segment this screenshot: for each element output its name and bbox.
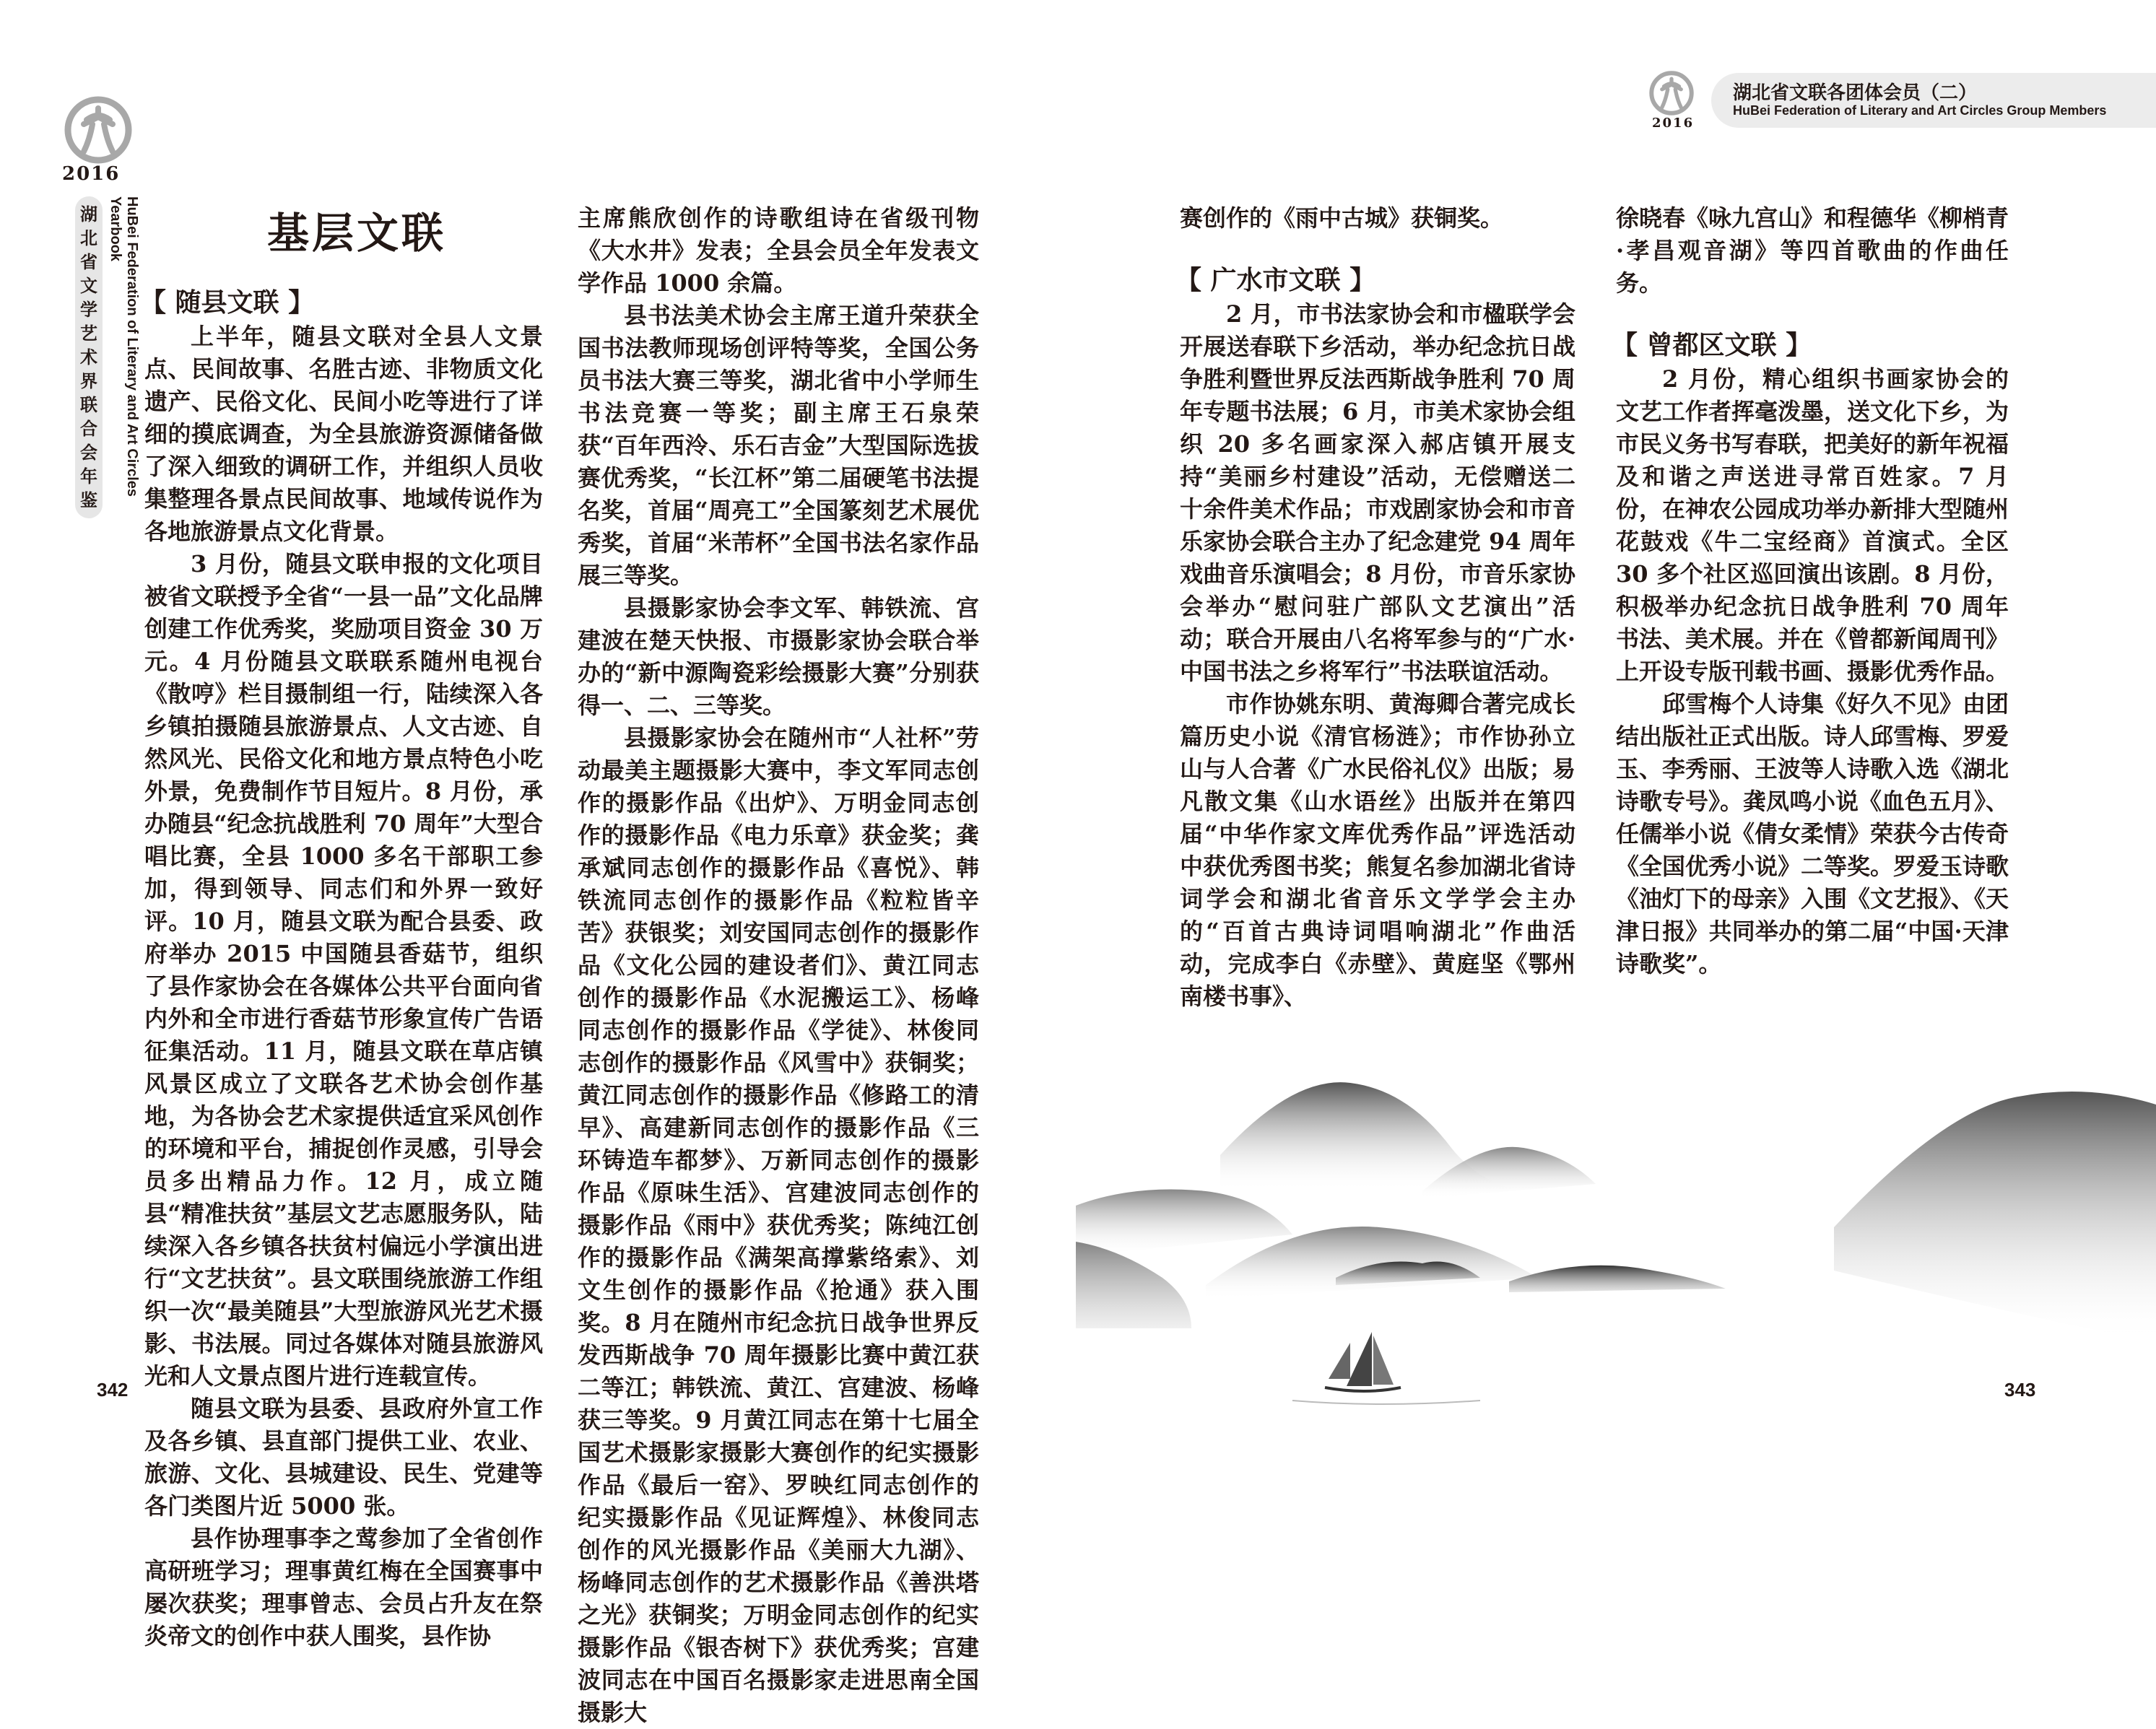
paragraph: 2 月份，精心组织书画家协会的文艺工作者挥毫泼墨，送文化下乡，为市民义务书写春联，把美好的新年祝福及和谐之声送进寻常百姓家。7 月份，在神农公园成功举办新排大型随州花鼓戏《牛二宝经商》首演式。全区 30 多个社区巡回演出该剧。8 月份，积极举办纪念抗日战争胜利 70 周年书法、美术展。并在《曾都新闻周刊》上开设专版刊载书画、摄影优秀作品。	[1616, 365, 2009, 685]
column-3	[1175, 202, 1575, 1013]
side-title-english: HuBei Federation of Literary and Art Circles Yearbook	[108, 196, 140, 497]
header-year: 2016	[1652, 116, 1695, 131]
side-title-char: 术	[80, 347, 97, 367]
paragraph: 2 月，市书法家协会和市楹联学会开展送春联下乡活动，举办纪念抗日战争胜利暨世界反法西斯战争胜利 70 周年专题书法展；6 月，市美术家协会组织 20 多名画家深入郝店镇开展支持“美丽乡村建设”活动，无偿赠送二十余件美术作品；市戏剧家协会和市音乐家协会联合主办了纪念建党 94 周年戏曲音乐演唱会；8 月份，市音乐家协会举办“慰问驻广部队文艺演出”活动；联合开展由八名将军参与的“广水·中国书法之乡将军行”书法联谊活动。	[1180, 300, 1575, 685]
logo-icon	[62, 95, 134, 165]
paragraph: 县作协理事李之莺参加了全省创作高研班学习；理事黄红梅在全国赛事中屡次获奖；理事曾志、会员占升友在祭炎帝文的创作中获人围奖，县作协	[144, 1525, 543, 1650]
paragraph: 县摄影家协会在随州市“人社杯”劳动最美主题摄影大赛中，李文军同志创作的摄影作品《出炉》、万明金同志创作的摄影作品《电力乐章》获金奖；龚承斌同志创作的摄影作品《喜悦》、韩铁流同志创作的摄影作品《粒粒皆辛苦》获银奖；刘安国同志创作的摄影作品《文化公园的建设者们》、黄江同志创作的摄影作品《水泥搬运工》、杨峰同志创作的摄影作品《学徒》、林俊同志创作的摄影作品《风雪中》获铜奖；黄江同志创作的摄影作品《修路工的清早》、高建新同志创作的摄影作品《三环铸造车都梦》、万新同志创作的摄影作品《原味生活》、宫建波同志创作的摄影作品《雨中》获优秀奖；陈纯江创作的摄影作品《满架高撑紫络索》、刘文生创作的摄影作品《抢通》获入围奖。8 月在随州市纪念抗日战争世界反发西斯战争 70 周年摄影比赛中黄江获二等江；韩铁流、黄江、宫建波、杨峰获三等奖。9 月黄江同志在第十七届全国艺术摄影家摄影大赛创作的纪实摄影作品《最后一窑》、罗映红同志创作的纪实摄影作品《见证辉煌》、林俊同志创作的风光摄影作品《美丽大九湖》、杨峰同志创作的艺术摄影作品《善洪塔之光》获铜奖；万明金同志创作的纪实摄影作品《银杏树下》获优秀奖；宫建波同志在中国百名摄影家走进思南全国摄影大	[578, 724, 979, 1726]
page-number-left: 342	[97, 1379, 129, 1401]
side-title-char: 年	[80, 466, 97, 487]
column-4	[1612, 202, 2009, 980]
logo-icon	[1648, 69, 1695, 117]
paragraph: 县摄影家协会李文军、韩铁流、宫建波在楚天快报、市摄影家协会联合举办的“新中源陶瓷彩绘摄影大赛”分别获得一、二、三等奖。	[578, 594, 979, 719]
paragraph: 县书法美术协会主席王道升荣获全国书法教师现场创评特等奖，全国公务员书法大赛三等奖，湖北省中小学师生书法竞赛一等奖；副主席王石泉荣获“百年西泠、乐石吉金”大型国际选拔赛优秀奖，“长江杯”第二届硬笔书法提名奖，首届“周亮工”全国篆刻艺术展优秀奖，首届“米芾杯”全国书法名家作品展三等奖。	[578, 302, 979, 589]
header-logo	[1648, 69, 1695, 117]
page-title: 基层文联	[267, 209, 447, 258]
ink-landscape-illustration	[1076, 1040, 2156, 1444]
column-1	[140, 286, 543, 1652]
side-title-char: 联	[80, 395, 97, 415]
island-right	[1509, 1266, 1726, 1292]
side-title-char: 鉴	[80, 490, 97, 510]
paragraph: 赛创作的《雨中古城》获铜奖。	[1180, 204, 1504, 232]
side-title-char: 湖	[80, 204, 97, 225]
side-title-char: 省	[80, 252, 97, 272]
side-title-band	[75, 196, 103, 518]
side-title-char: 文	[80, 276, 97, 296]
side-title-char: 合	[80, 419, 97, 439]
yearbook-logo	[62, 95, 134, 165]
side-title-char: 学	[80, 300, 97, 320]
paragraph: 3 月份，随县文联申报的文化项目被省文联授予全省“一县一品”文化品牌创建工作优秀奖，奖励项目资金 30 万元。4 月份随县文联联系随州电视台《散哼》栏目摄制组一行，陆续深入各乡镇拍摄随县旅游景点、人文古迹、自然风光、民俗文化和地方景点特色小吃外景，免费制作节目短片。8 月份，承办随县“纪念抗战胜利 70 周年”大型合唱比赛，全县 1000 多名干部职工参加，得到领导、同志们和外界一致好评。10 月，随县文联为配合县委、政府举办 2015 中国随县香菇节，组织了县作家协会在各媒体公共平台面向省内外和全市进行香菇节形象宣传广告语征集活动。11 月，随县文联在草店镇风景区成立了文联各艺术协会创作基地，为各协会艺术家提供适宜采风创作的环境和平台，捕捉创作灵感，引导会员多出精品力作。12 月，成立随县“精准扶贫”基层文艺志愿服务队，陆续深入各乡镇各扶贫村偏远小学演出进行“文艺扶贫”。县文联围绕旅游工作组织一次“最美随县”大型旅游风光艺术摄影、书法展。同过各媒体对随县旅游风光和人文景点图片进行连载宣传。	[144, 550, 543, 1390]
section-heading-guangshui: 【 广水市文联 】	[1175, 266, 1376, 295]
sailboat-icon	[1325, 1332, 1401, 1391]
shore-left	[1076, 1242, 1191, 1328]
section-heading-zengdu: 【 曾都区文联 】	[1612, 331, 1812, 360]
section-heading-suixian: 【 随县文联 】	[140, 288, 315, 318]
mountain-right	[1834, 1092, 2156, 1343]
mountain-left	[1076, 1190, 1292, 1257]
page-number-right: 343	[2004, 1379, 2036, 1401]
year-label: 2016	[62, 163, 121, 185]
side-title-char: 艺	[80, 323, 97, 344]
side-title-char: 界	[80, 371, 97, 391]
paragraph: 市作协姚东明、黄海卿合著完成长篇历史小说《清官杨涟》；市作协孙立山与人合著《广水民俗礼仪》出版；易凡散文集《山水语丝》出版并在第四届“中华作家文库优秀作品”评选活动中获优秀图书奖；熊复名参加湖北省诗词学会和湖北省音乐文学学会主办的“百首古典诗词唱响湖北”作曲活动，完成李白《赤壁》、黄庭坚《鄂州南楼书事》、	[1180, 690, 1575, 1010]
paragraph: 随县文联为县委、县政府外宣工作及各乡镇、县直部门提供工业、农业、旅游、文化、县城建设、民生、党建等各门类图片近 5000 张。	[144, 1395, 543, 1520]
paragraph: 上半年，随县文联对全县人文景点、民间故事、名胜古迹、非物质文化遗产、民俗文化、民间小吃等进行了详细的摸底调查，为全县旅游资源储备做了深入细致的调研工作，并组织人员收集整理各景点民间故事、地域传说作为各地旅游景点文化背景。	[144, 323, 543, 545]
header-subtitle: HuBei Federation of Literary and Art Circles Group Members	[1733, 103, 2107, 118]
side-title-char: 会	[80, 443, 97, 463]
side-title-char: 北	[80, 228, 97, 248]
header-title: 湖北省文联各团体会员（二）	[1733, 82, 1978, 104]
paragraph: 邱雪梅个人诗集《好久不见》由团结出版社正式出版。诗人邱雪梅、罗爱玉、李秀丽、王波等人诗歌入选《湖北诗歌专号》。龚凤鸣小说《血色五月》、任儒举小说《倩女柔情》荣获今古传奇《全国优秀小说》二等奖。罗爱玉诗歌《油灯下的母亲》入围《文艺报》、《天津日报》共同举办的第二届“中国·天津诗歌奖”。	[1616, 690, 2009, 977]
column-2	[578, 202, 979, 1729]
paragraph: 徐晓春《咏九宫山》和程德华《柳梢青·孝昌观音湖》等四首歌曲的作曲任务。	[1616, 204, 2009, 297]
paragraph: 主席熊欣创作的诗歌组诗在省级刊物《大水井》发表；全县会员全年发表文学作品 1000 余篇。	[578, 204, 979, 297]
